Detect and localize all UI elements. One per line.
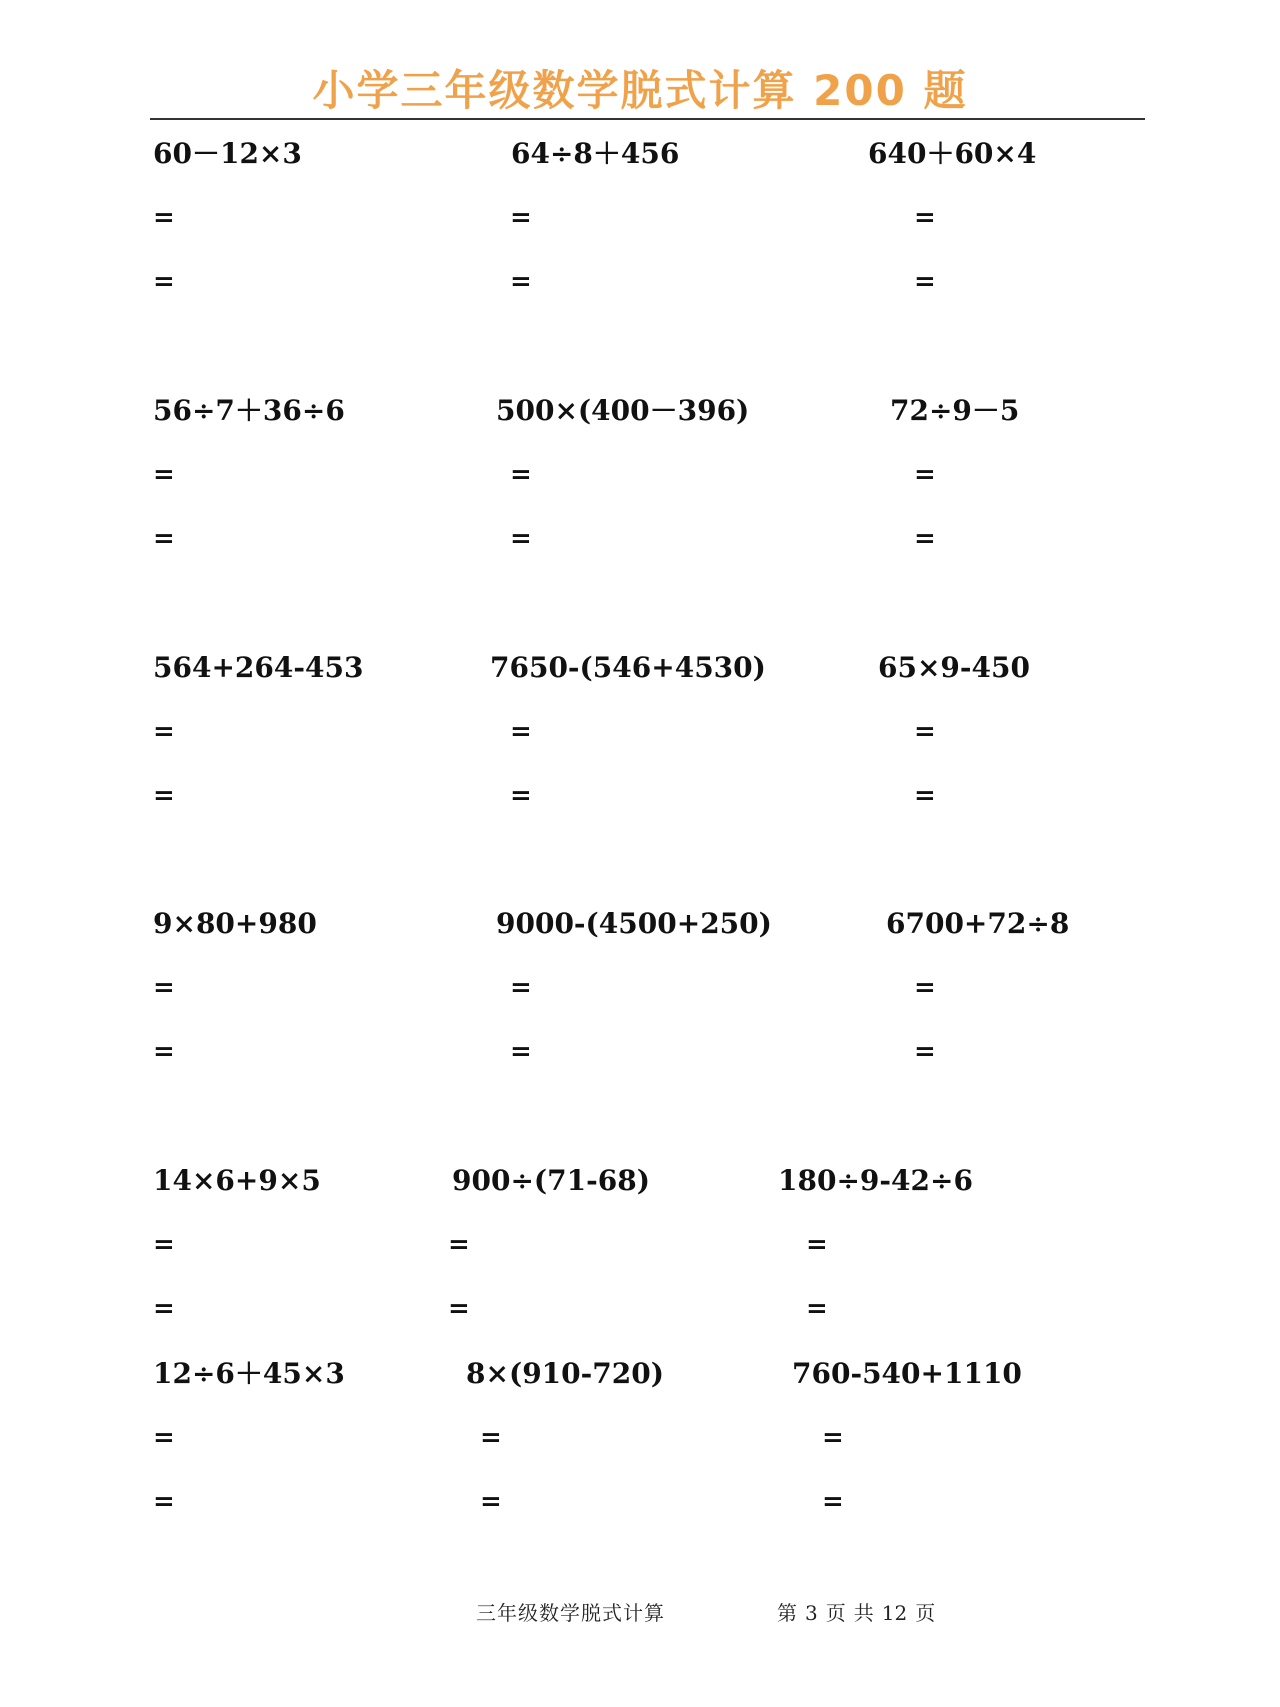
page-current: 3 [805, 1601, 818, 1625]
problem-expression: 760-540+1110 [792, 1357, 1022, 1390]
equals-line: = [448, 1230, 470, 1260]
equals-line: = [448, 1294, 470, 1324]
equals-line: = [510, 460, 532, 490]
equals-line: = [806, 1294, 828, 1324]
problem-expression: 8×(910-720) [466, 1357, 664, 1390]
equals-line: = [914, 717, 936, 747]
equals-line: = [510, 203, 532, 233]
footer-title: 三年级数学脱式计算 [476, 1601, 665, 1625]
equals-line: = [510, 781, 532, 811]
problem-expression: 12÷6＋45×3 [153, 1357, 345, 1390]
page-indicator [777, 1597, 943, 1626]
problem-expression: 9000-(4500+250) [496, 907, 772, 940]
equals-line: = [510, 973, 532, 1003]
equals-line: = [153, 1423, 175, 1453]
problem-expression: 14×6+9×5 [153, 1164, 321, 1197]
problem-expression: 500×(400－396) [496, 394, 750, 427]
problem-expression: 6700+72÷8 [886, 907, 1070, 940]
equals-line: = [914, 267, 936, 297]
equals-line: = [153, 781, 175, 811]
equals-line: = [153, 1037, 175, 1067]
page-prefix: 第 [777, 1601, 797, 1625]
page-mid1: 页 [825, 1601, 846, 1625]
problem-expression: 900÷(71-68) [452, 1164, 650, 1197]
problem-expression: 180÷9-42÷6 [778, 1164, 973, 1197]
equals-line: = [480, 1423, 502, 1453]
equals-line: = [480, 1487, 502, 1517]
problem-expression: 65×9-450 [878, 651, 1030, 684]
problem-expression: 72÷9－5 [890, 394, 1020, 427]
title-divider [150, 118, 1145, 120]
equals-line: = [510, 267, 532, 297]
equals-line: = [153, 267, 175, 297]
equals-line: = [153, 717, 175, 747]
equals-line: = [153, 1487, 175, 1517]
equals-line: = [806, 1230, 828, 1260]
equals-line: = [153, 460, 175, 490]
equals-line: = [153, 203, 175, 233]
equals-line: = [153, 1230, 175, 1260]
equals-line: = [822, 1423, 844, 1453]
page-suffix: 页 [915, 1601, 936, 1625]
equals-line: = [914, 781, 936, 811]
problem-expression: 56÷7＋36÷6 [153, 394, 345, 427]
problem-expression: 640＋60×4 [868, 137, 1037, 170]
problem-expression: 7650-(546+4530) [490, 651, 766, 684]
page-mid2: 共 [853, 1601, 874, 1625]
problem-expression: 9×80+980 [153, 907, 317, 940]
equals-line: = [914, 203, 936, 233]
equals-line: = [914, 524, 936, 554]
equals-line: = [510, 717, 532, 747]
equals-line: = [510, 1037, 532, 1067]
equals-line: = [153, 973, 175, 1003]
problem-expression: 64÷8＋456 [511, 137, 680, 170]
equals-line: = [153, 1294, 175, 1324]
page-total: 12 [881, 1601, 908, 1625]
page-title: 小学三年级数学脱式计算 200 题 [312, 66, 968, 115]
problem-expression: 60－12×3 [153, 137, 302, 170]
problem-expression: 564+264-453 [153, 651, 364, 684]
equals-line: = [914, 973, 936, 1003]
equals-line: = [914, 460, 936, 490]
equals-line: = [153, 524, 175, 554]
equals-line: = [914, 1037, 936, 1067]
equals-line: = [510, 524, 532, 554]
equals-line: = [822, 1487, 844, 1517]
